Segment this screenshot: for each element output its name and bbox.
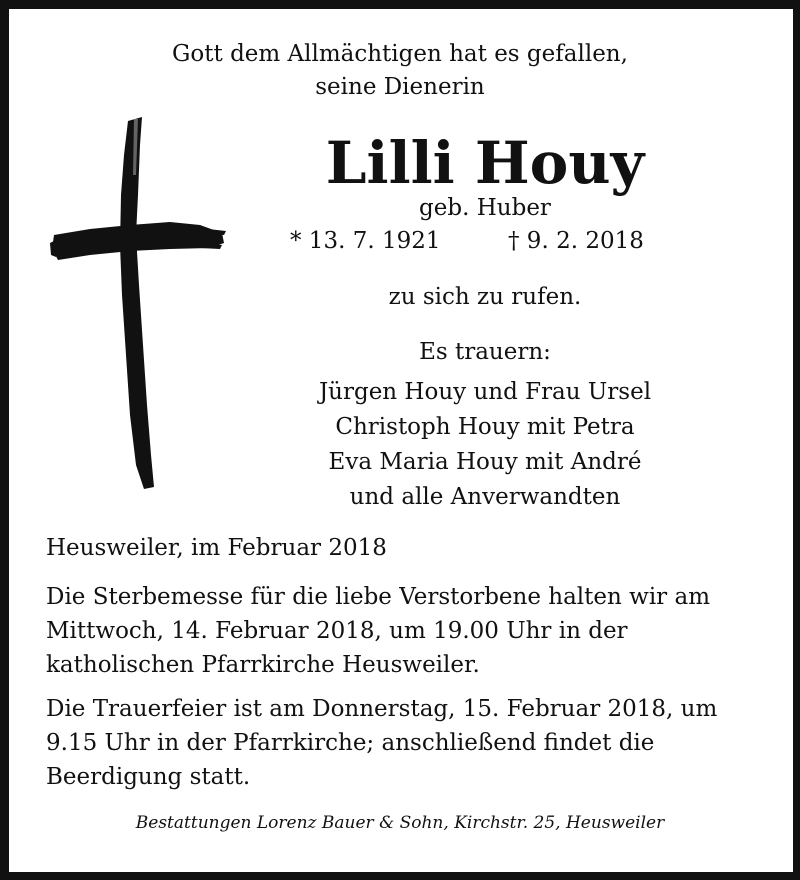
mourners-list — [250, 375, 720, 515]
deceased-name: Lilli Houy — [325, 129, 645, 197]
funeral-paragraph: Die Trauerfeier ist am Donnerstag, 15. Februar 2018, um 9.15 Uhr in der Pfarrkirche; anschließend findet die Beerdigung statt. — [46, 696, 718, 790]
mourner-item: und alle Anverwandten — [349, 484, 621, 510]
place-and-date: Heusweiler, im Februar 2018 — [46, 535, 387, 561]
death-date: † 9. 2. 2018 — [508, 228, 644, 254]
intro-line-1: Gott dem Allmächtigen hat es gefallen, — [172, 41, 628, 67]
requiem-mass-paragraph: Die Sterbemesse für die liebe Verstorbene halten wir am Mittwoch, 14. Februar 2018, um 19.00 Uhr in der katholischen Pfarrkirche Heusweiler. — [46, 584, 711, 678]
mourner-item: Jürgen Houy und Frau Ursel — [318, 379, 652, 405]
mourner-item: Christoph Houy mit Petra — [335, 414, 635, 440]
undertaker-line: Bestattungen Lorenz Bauer & Sohn, Kirchstr. 25, Heusweiler — [135, 813, 665, 833]
intro-line-2: seine Dienerin — [315, 74, 485, 100]
called-home-line: zu sich zu rufen. — [388, 284, 582, 310]
maiden-name: geb. Huber — [419, 195, 551, 221]
mourner-item: Eva Maria Houy mit André — [328, 449, 642, 475]
cross-icon — [50, 115, 230, 495]
birth-date: * 13. 7. 1921 — [290, 228, 441, 254]
mourners-title: Es trauern: — [419, 339, 551, 365]
